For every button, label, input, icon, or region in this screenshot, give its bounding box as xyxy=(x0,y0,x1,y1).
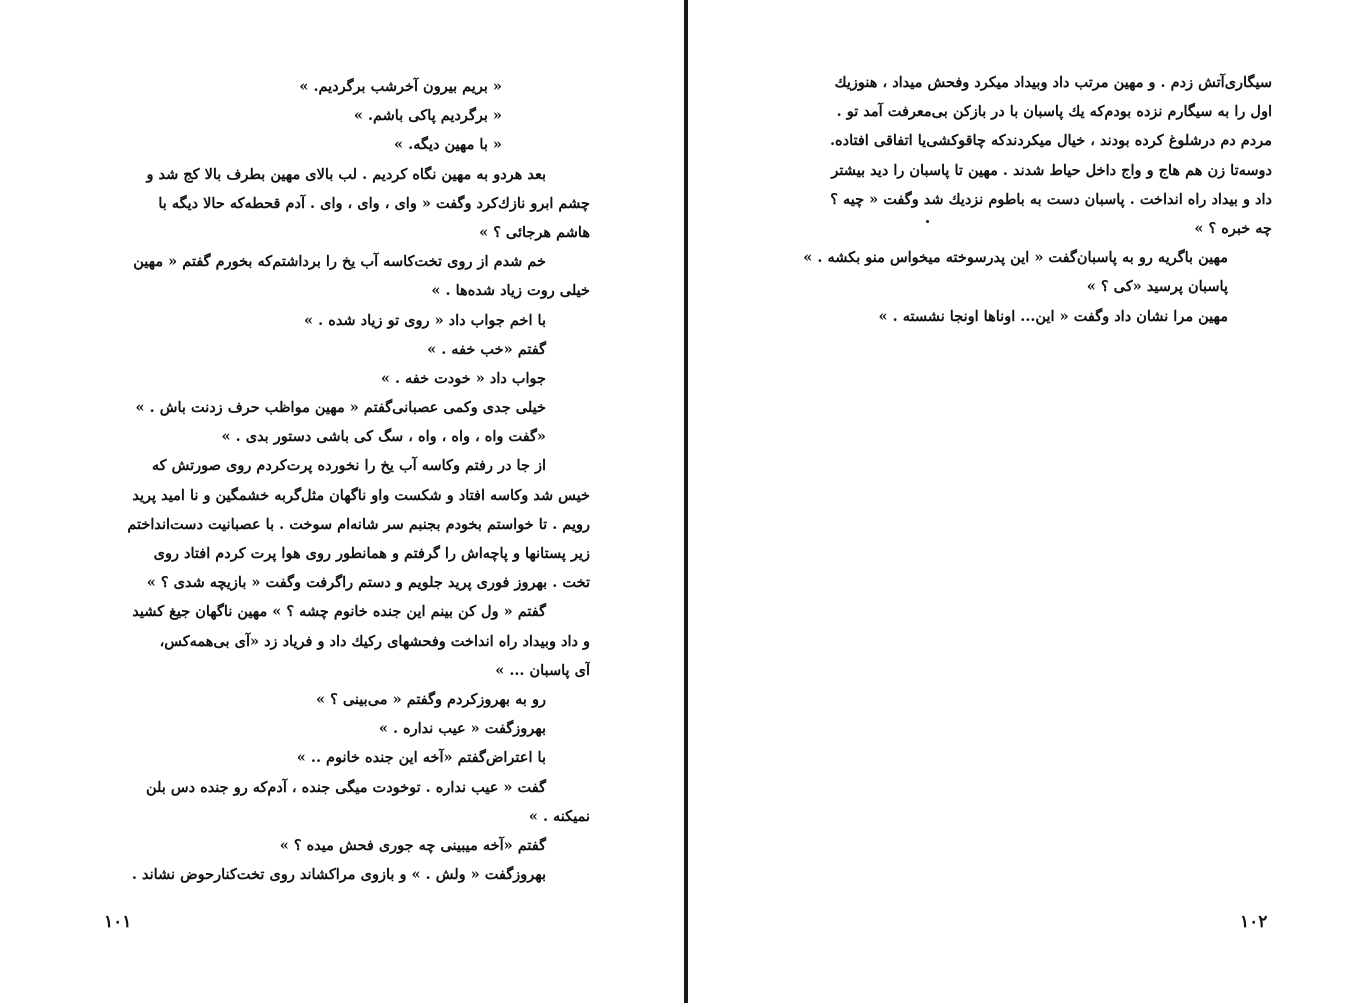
text-line: «گفت واه ، واه ، واه ، سگ کی باشی دستور بدی . » xyxy=(221,428,546,446)
text-line: بعد هردو به مهین نگاه کردیم . لب بالای مهین بطرف بالا کج شد و xyxy=(146,165,546,183)
text-line: دوسه‌تا زن هم هاج و واج داخل حیاط شدند . مهین تا پاسبان را دید بیشتر xyxy=(831,161,1272,179)
text-line: با اعتراض‌گفتم «آخه این جنده خانوم .. » xyxy=(296,749,546,767)
text-line: و داد وبیداد راه انداخت وفحشهای رکیك داد و فریاد زد «آی بی‌همه‌کس، xyxy=(159,632,590,650)
text-line: سیگاری‌آتش زدم . و مهین مرتب داد وبیداد میکرد وفحش میداد ، هنوزیك xyxy=(834,74,1272,91)
text-line: خیس شد وکاسه افتاد و شکست واو ناگهان مثل‌گربه خشمگین و نا امید پرید xyxy=(132,486,590,504)
text-line: « بریم بیرون آخرشب برگردیم. » xyxy=(299,78,502,95)
text-line: خیلی روت زیاد شده‌ها . » xyxy=(431,282,590,300)
right-page-number: ۱۰۲ xyxy=(1240,912,1268,932)
text-line: بهروزگفت « عیب نداره . » xyxy=(378,720,546,738)
book-gutter-divider xyxy=(684,0,688,1003)
text-line: زیر پستانها و پاچه‌اش را گرفتم و همانطور روی هوا پرت کردم افتاد روی xyxy=(153,545,590,562)
text-line: آی پاسبان ... » xyxy=(495,661,590,679)
text-line: داد و بیداد راه انداخت . پاسبان دست به باطوم نزدیك شد وگفت « چیه ؟ xyxy=(830,190,1272,208)
text-line: مهین باگریه رو به پاسبان‌گفت « این پدرسوخته میخواس منو بکشه . » xyxy=(803,249,1228,267)
right-page xyxy=(690,0,1370,1003)
text-line: هاشم هرجائی ؟ » xyxy=(479,223,590,241)
text-line: اول را به سیگارم نزده بودم‌که یك پاسبان با در بازکن بی‌معرفت آمد تو . xyxy=(836,103,1272,121)
right-page-text xyxy=(784,68,1272,331)
text-line: خم شدم از روی تخت‌کاسه آب یخ را برداشتم‌که بخورم گفتم « مهین xyxy=(133,253,546,271)
text-line: خیلی جدی وکمی عصبانی‌گفتم « مهین مواظب حرف زدنت باش . » xyxy=(135,399,546,417)
text-line: با اخم جواب داد « روی تو زیاد شده . » xyxy=(304,311,546,329)
text-line: گفتم «خب خفه . » xyxy=(427,340,546,358)
text-line: نمیکنه . » xyxy=(528,807,590,825)
text-line: مردم دم درشلوغ کرده بودند ، خیال میکردندکه چاقوکشی‌یا اتفاقی افتاده. xyxy=(829,132,1272,150)
text-line: گفتم « ول کن بینم این جنده خانوم چشه ؟ » مهین ناگهان جیغ کشید xyxy=(132,603,546,621)
text-line: رویم . تا خواستم بخودم بجنبم سر شانه‌ام سوخت . با عصبانیت دست‌انداختم xyxy=(127,515,590,533)
text-line: گفت « عیب نداره . توخودت میگی جنده ، آدم‌که رو جنده دس بلن xyxy=(145,778,546,796)
text-line: بهروزگفت « ولش . » و بازوی مراکشاند روی تخت‌کنارحوض نشاند . xyxy=(131,866,546,884)
text-line: تخت . بهروز فوری پرید جلویم و دستم راگرفت وگفت « بازیچه شدی ؟ » xyxy=(146,574,590,592)
left-page-number: ۱۰۱ xyxy=(104,912,132,932)
text-line: « با مهین دیگه. » xyxy=(394,136,502,154)
text-line: از جا در رفتم وکاسه آب یخ را نخورده پرت‌کردم روی صورتش که xyxy=(151,457,546,475)
text-line: چه خبره ؟ » xyxy=(1194,219,1272,237)
text-line: مهین مرا نشان داد وگفت « این... اوناها اونجا نشسته . » xyxy=(878,307,1228,325)
left-page-text xyxy=(100,72,590,889)
text-line: « برگردیم پاکی باشم. » xyxy=(353,107,502,125)
text-line: گفتم «آخه میبینی چه جوری فحش میده ؟ » xyxy=(279,836,546,854)
text-line: پاسبان پرسید «کی ؟ » xyxy=(1086,278,1228,296)
text-line: چشم ابرو نازك‌کرد وگفت « وای ، وای ، وای . آدم قحطه‌که حالا دیگه با xyxy=(158,194,590,212)
text-line: جواب داد « خودت خفه . » xyxy=(380,369,546,387)
stray-dot-mark xyxy=(926,220,929,223)
text-line: رو به بهروزکردم وگفتم « می‌بینی ؟ » xyxy=(315,690,546,708)
